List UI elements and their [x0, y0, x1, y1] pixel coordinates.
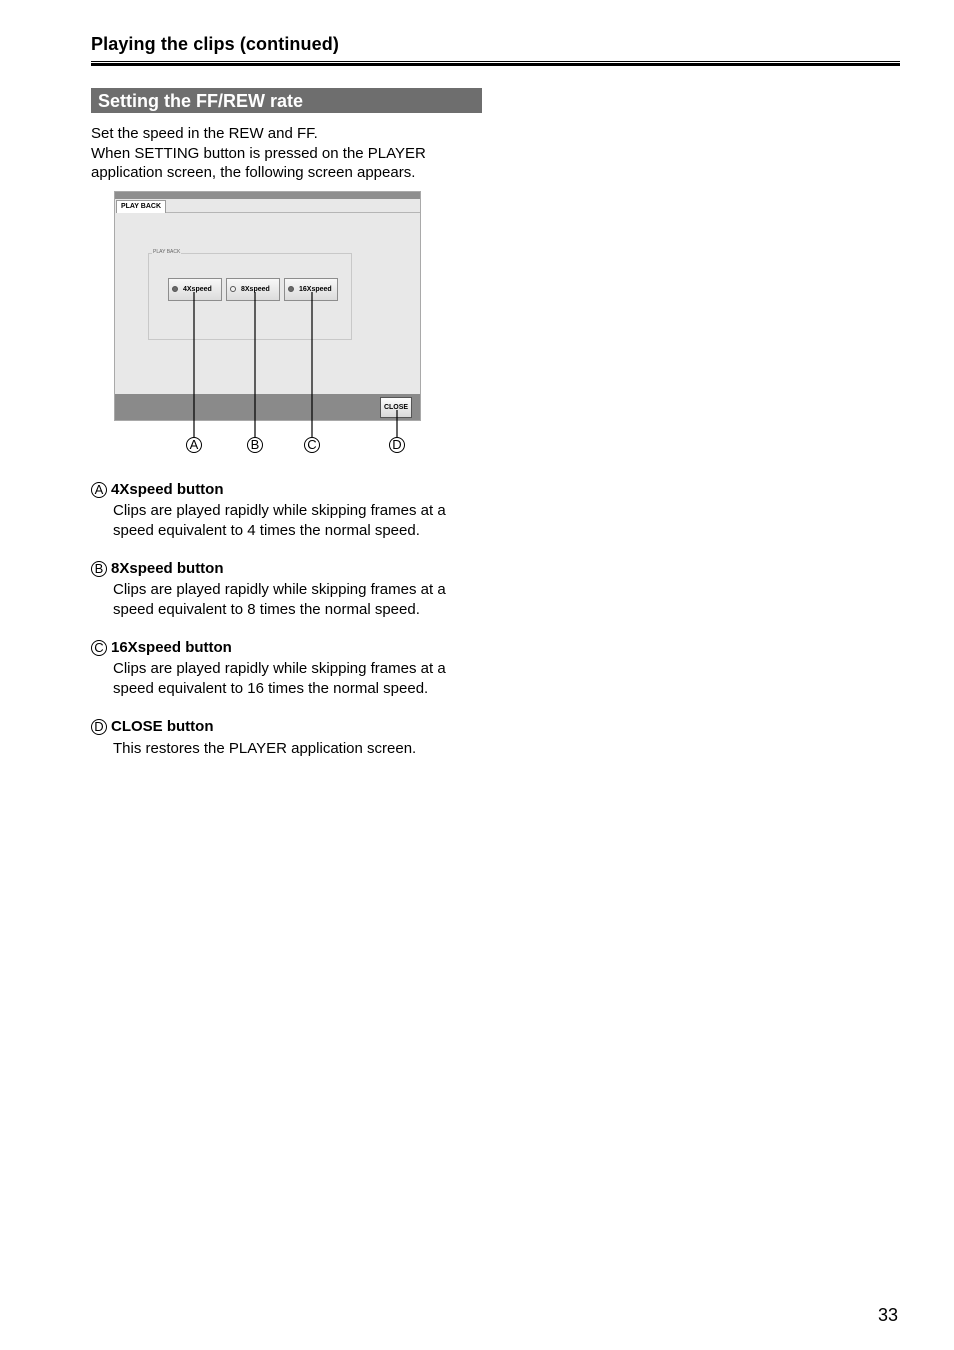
- speed-16x-label: 16Xspeed: [299, 286, 332, 293]
- callout-a-marker: A: [186, 437, 202, 453]
- description-line: Clips are played rapidly while skipping frames at a: [113, 502, 446, 519]
- intro-line: Set the speed in the REW and FF.: [91, 125, 318, 142]
- callout-c-marker: C: [304, 437, 320, 453]
- speed-4x-label: 4Xspeed: [183, 286, 212, 293]
- item-c-marker: C: [91, 640, 107, 656]
- item-a-description: [113, 501, 488, 540]
- page-number: 33: [878, 1305, 899, 1325]
- description-line: Clips are played rapidly while skipping frames at a: [113, 660, 446, 677]
- item-a-title: 4Xspeed button: [111, 481, 224, 498]
- speed-8x-label: 8Xspeed: [241, 286, 270, 293]
- callout-d-marker: D: [389, 437, 405, 453]
- item-c-title: 16Xspeed button: [111, 639, 232, 656]
- description-line: This restores the PLAYER application screen.: [113, 740, 417, 757]
- callout-b-marker: B: [247, 437, 263, 453]
- item-a-marker: A: [91, 482, 107, 498]
- callout-lines: [0, 0, 954, 470]
- close-button[interactable]: CLOSE: [380, 397, 412, 418]
- item-d-marker: D: [91, 719, 107, 735]
- description-line: speed equivalent to 16 times the normal speed.: [113, 679, 429, 697]
- section-title: Setting the FF/REW rate: [98, 91, 304, 111]
- item-c-description: [113, 659, 488, 698]
- group-label: PLAY BACK: [153, 249, 181, 255]
- item-d-title: CLOSE button: [111, 718, 214, 735]
- description-line: speed equivalent to 4 times the normal speed.: [113, 521, 420, 539]
- page-header-title: Playing the clips (continued): [91, 34, 339, 54]
- description-line: speed equivalent to 8 times the normal speed.: [113, 600, 420, 618]
- item-b-title: 8Xspeed button: [111, 560, 224, 577]
- item-d-description: [113, 739, 488, 759]
- intro-line: When SETTING button is pressed on the PLAYER: [91, 144, 426, 162]
- tab-play-back[interactable]: PLAY BACK: [116, 200, 166, 213]
- description-line: Clips are played rapidly while skipping frames at a: [113, 581, 446, 598]
- intro-line: application screen, the following screen appears.: [91, 164, 416, 181]
- item-b-description: [113, 580, 488, 619]
- item-b-marker: B: [91, 561, 107, 577]
